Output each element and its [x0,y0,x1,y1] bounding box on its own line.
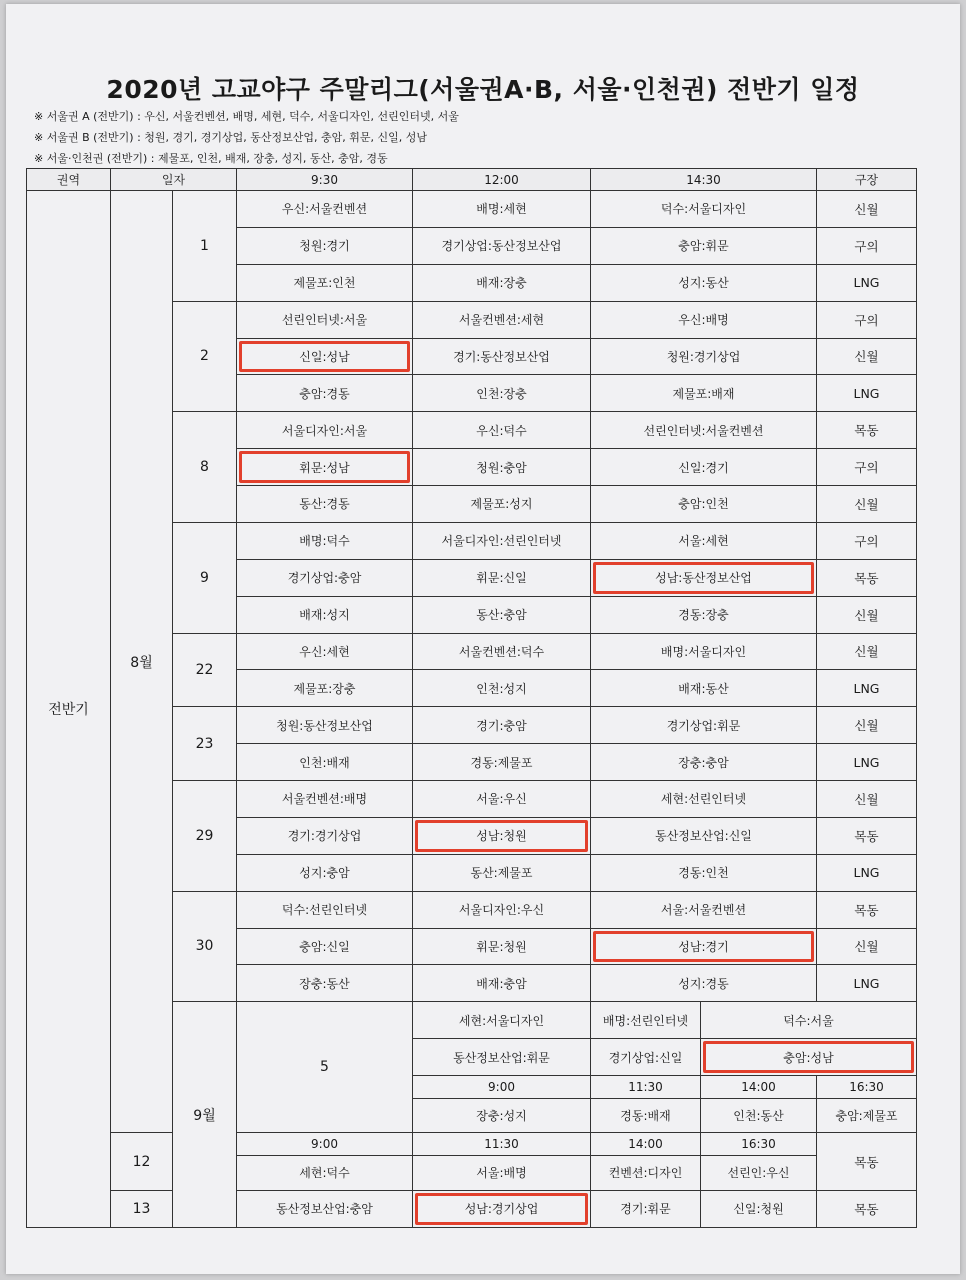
game-cell-highlighted: 성남:동산정보산업 [591,559,817,596]
game-cell: 성지:동산 [591,264,817,301]
game-cell: 청원:경기 [237,227,413,264]
venue-cell: 목동 [817,412,917,449]
game-cell: 충암:제물포 [817,1098,917,1133]
game-cell: 경기:동산정보산업 [413,338,591,375]
game-cell: 성지:충암 [237,854,413,891]
venue-cell: 목동 [817,1133,917,1190]
region-cell: 전반기 [27,191,111,1228]
game-cell: 컨벤션:디자인 [591,1155,701,1190]
game-cell: 서울컨벤션:배명 [237,781,413,818]
game-cell-highlighted: 충암:성남 [701,1039,917,1076]
venue-cell: LNG [817,965,917,1002]
venue-cell: 구의 [817,227,917,264]
game-cell: 선린인:우신 [701,1155,817,1190]
game-cell: 장충:성지 [413,1098,591,1133]
day-cell: 1 [173,191,237,302]
document-title: 2020년 고교야구 주말리그(서울권A·B, 서울·인천권) 전반기 일정 [106,75,860,104]
game-cell: 충암:경동 [237,375,413,412]
game-cell: 경기:휘문 [591,1190,701,1227]
game-cell: 경기상업:신일 [591,1039,701,1076]
game-cell: 성지:경동 [591,965,817,1002]
game-cell-highlighted: 성남:경기 [591,928,817,965]
note-seoul-incheon: ※ 서울·인천권 (전반기) : 제물포, 인천, 배재, 장충, 성지, 동산, 충암, 경동 [34,152,388,165]
game-cell: 경동:배재 [591,1098,701,1133]
game-cell: 경기:충암 [413,707,591,744]
day-cell: 2 [173,301,237,412]
venue-cell: LNG [817,854,917,891]
game-cell: 선린인터넷:서울컨벤션 [591,412,817,449]
header-venue: 구장 [817,169,917,191]
league-notes [34,106,459,169]
venue-cell: 신월 [817,781,917,818]
game-cell: 서울디자인:서울 [237,412,413,449]
game-cell: 동산:제물포 [413,854,591,891]
venue-cell: LNG [817,744,917,781]
note-seoul-a: ※ 서울권 A (전반기) : 우신, 서울컨벤션, 배명, 세현, 덕수, 서울디자인, 선린인터넷, 서울 [34,110,459,123]
game-cell: 동산정보산업:신일 [591,817,817,854]
time-label: 14:00 [701,1076,817,1099]
game-cell: 충암:인천 [591,486,817,523]
venue-cell: 신월 [817,707,917,744]
game-cell: 인천:성지 [413,670,591,707]
game-cell-highlighted: 성남:청원 [413,817,591,854]
game-cell: 우신:덕수 [413,412,591,449]
game-cell: 경동:장충 [591,596,817,633]
game-cell: 제물포:장충 [237,670,413,707]
day-cell: 30 [173,891,237,1002]
game-cell: 제물포:인천 [237,264,413,301]
note-seoul-b: ※ 서울권 B (전반기) : 청원, 경기, 경기상업, 동산정보산업, 충암, 휘문, 신일, 성남 [34,131,428,144]
month-september: 9월 [173,1002,237,1228]
venue-cell: 신월 [817,596,917,633]
game-cell: 서울컨벤션:덕수 [413,633,591,670]
game-cell: 덕수:서울 [701,1002,917,1039]
venue-cell: 신월 [817,338,917,375]
header-time-930: 9:30 [237,169,413,191]
day-cell: 22 [173,633,237,707]
header-row [27,169,917,191]
game-cell: 동산:충암 [413,596,591,633]
header-time-1200: 12:00 [413,169,591,191]
venue-cell: 목동 [817,891,917,928]
game-cell: 동산:경동 [237,486,413,523]
game-cell: 동산정보산업:충암 [237,1190,413,1227]
schedule-table [26,168,917,1228]
game-cell: 배재:성지 [237,596,413,633]
game-cell: 선린인터넷:서울 [237,301,413,338]
venue-cell: LNG [817,264,917,301]
game-cell: 서울:배명 [413,1155,591,1190]
game-cell: 인천:동산 [701,1098,817,1133]
game-cell: 충암:휘문 [591,227,817,264]
game-cell: 덕수:선린인터넷 [237,891,413,928]
game-cell: 서울컨벤션:세현 [413,301,591,338]
game-cell: 인천:장충 [413,375,591,412]
game-cell: 세현:덕수 [237,1155,413,1190]
time-label: 11:30 [413,1133,591,1156]
game-cell: 우신:서울컨벤션 [237,191,413,228]
game-cell: 동산정보산업:휘문 [413,1039,591,1076]
game-cell: 충암:신일 [237,928,413,965]
game-cell: 휘문:신일 [413,559,591,596]
day-cell: 23 [173,707,237,781]
game-cell: 서울:우신 [413,781,591,818]
game-cell: 배명:세현 [413,191,591,228]
game-cell: 배명:선린인터넷 [591,1002,701,1039]
game-cell: 경동:제물포 [413,744,591,781]
time-label: 11:30 [591,1076,701,1099]
game-cell: 배재:장충 [413,264,591,301]
venue-cell: 신월 [817,191,917,228]
game-cell: 신일:청원 [701,1190,817,1227]
game-cell: 경기:경기상업 [237,817,413,854]
day-cell: 9 [173,522,237,633]
game-cell: 제물포:배재 [591,375,817,412]
time-label: 16:30 [701,1133,817,1156]
game-cell: 배명:덕수 [237,522,413,559]
game-cell-highlighted: 성남:경기상업 [413,1190,591,1227]
game-cell: 제물포:성지 [413,486,591,523]
venue-cell: 목동 [817,559,917,596]
game-cell: 세현:서울디자인 [413,1002,591,1039]
game-cell-highlighted: 휘문:성남 [237,449,413,486]
game-cell: 세현:선린인터넷 [591,781,817,818]
header-time-1430: 14:30 [591,169,817,191]
game-cell: 경동:인천 [591,854,817,891]
game-cell: 휘문:청원 [413,928,591,965]
venue-cell: 신월 [817,486,917,523]
game-cell: 경기상업:충암 [237,559,413,596]
game-cell: 서울디자인:우신 [413,891,591,928]
time-subheader-row [27,1133,917,1156]
venue-cell: 신월 [817,928,917,965]
game-cell: 신일:경기 [591,449,817,486]
game-cell: 인천:배재 [237,744,413,781]
day-cell: 13 [111,1190,173,1227]
game-cell: 배명:서울디자인 [591,633,817,670]
game-cell-highlighted: 신일:성남 [237,338,413,375]
time-label: 16:30 [817,1076,917,1099]
game-cell: 우신:세현 [237,633,413,670]
game-cell: 우신:배명 [591,301,817,338]
time-label: 9:00 [413,1076,591,1099]
game-cell: 청원:동산정보산업 [237,707,413,744]
month-august: 8월 [111,191,173,1133]
game-cell: 장충:동산 [237,965,413,1002]
time-label: 14:00 [591,1133,701,1156]
time-label: 9:00 [237,1133,413,1156]
game-cell: 서울:서울컨벤션 [591,891,817,928]
game-cell: 서울:세현 [591,522,817,559]
venue-cell: 구의 [817,522,917,559]
game-cell: 배재:충암 [413,965,591,1002]
venue-cell: 목동 [817,1190,917,1227]
header-date: 일자 [111,169,237,191]
game-cell: 청원:경기상업 [591,338,817,375]
game-cell: 경기상업:동산정보산업 [413,227,591,264]
venue-cell: 신월 [817,633,917,670]
day-cell: 8 [173,412,237,523]
day-cell: 12 [111,1133,173,1190]
header-region: 권역 [27,169,111,191]
game-cell: 경기상업:휘문 [591,707,817,744]
venue-cell: 구의 [817,301,917,338]
game-cell: 서울디자인:선린인터넷 [413,522,591,559]
day-cell: 29 [173,781,237,892]
day-cell: 5 [237,1002,413,1133]
venue-cell: 구의 [817,449,917,486]
venue-cell: LNG [817,670,917,707]
game-cell: 덕수:서울디자인 [591,191,817,228]
venue-cell: 목동 [817,817,917,854]
game-cell: 청원:충암 [413,449,591,486]
game-cell: 장충:충암 [591,744,817,781]
game-cell: 배재:동산 [591,670,817,707]
table-row [27,1190,917,1227]
table-row [27,191,917,228]
venue-cell: LNG [817,375,917,412]
